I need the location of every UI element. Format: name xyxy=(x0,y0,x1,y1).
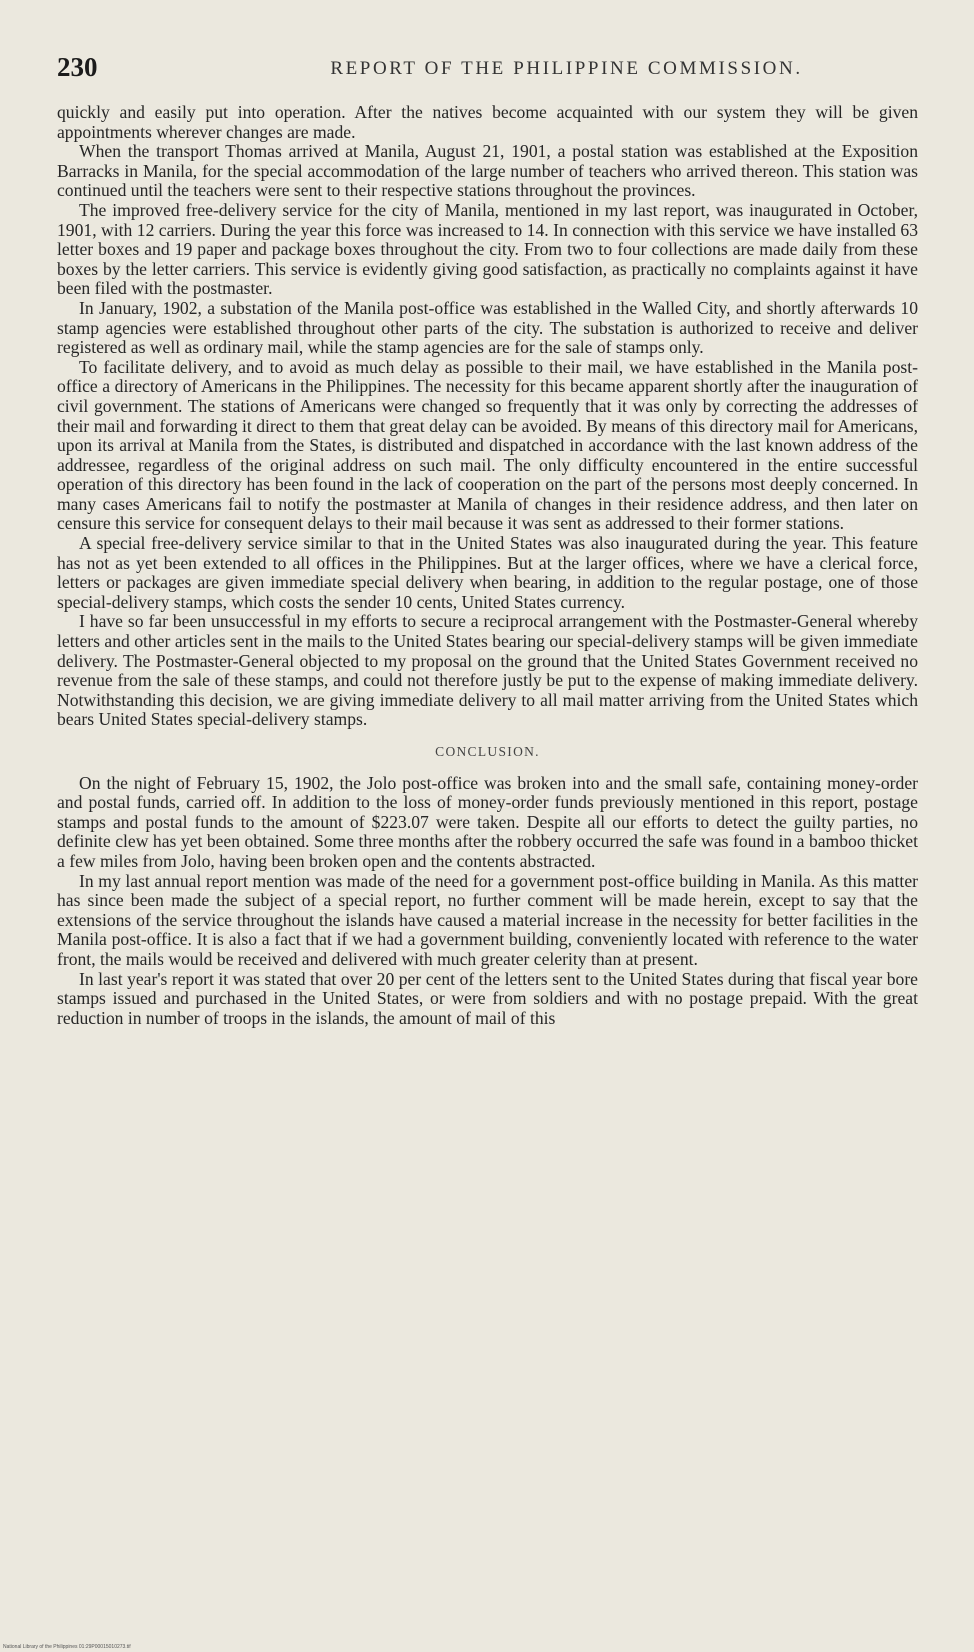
page-number: 230 xyxy=(57,52,98,82)
paragraph: In last year's report it was stated that over 20 per cent of the letters sent to the United States during that fiscal year bore stamps issued and purchased in the United States, or were from soldiers and with no postage prepaid. With the great reduction in number of troops in the islands, the amount of mail of this xyxy=(57,968,918,1028)
paragraph: quickly and easily put into operation. After the natives become acquainted with our system they will be given appointments wherever changes are made. xyxy=(57,102,918,142)
paragraph: I have so far been unsuccessful in my efforts to secure a reciprocal arrangement with the Postmaster-General whereby letters and other articles sent in the mails to the United States bearing our special-delivery stamps will be given immediate delivery. The Postmaster-General objected to my proposal on the ground that the United States Government received no revenue from the sale of these stamps, and could not therefore justly be put to the expense of making immediate delivery. Notwithstanding this decision, we are giving immediate delivery to all mail matter arriving from the United States which bears United States special-delivery stamps. xyxy=(57,611,918,730)
section-heading-conclusion: CONCLUSION. xyxy=(435,744,540,759)
paragraph: On the night of February 15, 1902, the Jolo post-office was broken into and the small safe, containing money-order and postal funds, carried off. In addition to the loss of money-order funds previously mentioned in this report, postage stamps and postal funds to the amount of $223.07 were taken. Despite all our efforts to detect the guilty parties, no definite clew has yet been obtained. Some three months after the robbery occurred the safe was found in a bamboo thicket a few miles from Jolo, having been broken open and the contents abstracted. xyxy=(57,772,918,871)
paragraph: In January, 1902, a substation of the Manila post-office was established in the Walled City, and shortly afterwards 10 stamp agencies were established throughout other parts of the city. The substation is authorized to receive and deliver registered as well as ordinary mail, while the stamp agencies are for the sale of stamps only. xyxy=(57,297,918,358)
scan-footer-note: National Library of the Philippines 01:29P00015010273.tif xyxy=(3,1644,131,1650)
paragraph: To facilitate delivery, and to avoid as much delay as possible to their mail, we have established in the Manila post-office a directory of Americans in the Philippines. The necessity for this became apparent shortly after the inauguration of civil government. The stations of Americans were changed so frequently that it was only by correcting the addresses of their mail and forwarding it direct to them that great delay can be avoided. By means of this directory mail for Americans, upon its arrival at Manila from the States, is distributed and dispatched in accordance with the last known address of the addressee, regardless of the original address on such mail. The only difficulty encountered in the entire successful operation of this directory has been found in the lack of cooperation on the part of the persons most deeply concerned. In many cases Americans fail to notify the postmaster at Manila of changes in their residence address, and then later on censure this service for consequent delays to their mail because it was sent as addressed to their former stations. xyxy=(57,356,918,534)
running-head: REPORT OF THE PHILIPPINE COMMISSION. xyxy=(330,58,803,79)
paragraph: In my last annual report mention was made of the need for a government post-office building in Manila. As this matter has since been made the subject of a special report, no further comment will be made herein, except to say that the extensions of the service throughout the islands have caused a material increase in the necessity for better facilities in the Manila post-office. It is also a fact that if we had a government building, conveniently located with reference to the water front, the mails would be received and delivered with much greater celerity than at present. xyxy=(57,870,918,969)
paragraph: When the transport Thomas arrived at Manila, August 21, 1901, a postal station was established at the Exposition Barracks in Manila, for the special accommodation of the large number of teachers who arrived thereon. This station was continued until the teachers were sent to their respective stations throughout the provinces. xyxy=(57,141,918,201)
paragraph: The improved free-delivery service for the city of Manila, mentioned in my last report, was inaugurated in October, 1901, with 12 carriers. During the year this force was increased to 14. In connection with this service we have installed 63 letter boxes and 19 paper and package boxes throughout the city. From two to four collections are made daily from these boxes by the letter carriers. This service is evidently giving good satisfaction, as practically no complaints against it have been filed with the postmaster. xyxy=(57,199,918,299)
page-header xyxy=(57,52,916,88)
body-text xyxy=(57,103,918,1028)
paragraph: A special free-delivery service similar to that in the United States was also inaugurated during the year. This feature has not as yet been extended to all offices in the Philippines. But at the larger offices, where we have a clerical force, letters or packages are given immediate special delivery when bearing, in addition to the regular postage, one of those special-delivery stamps, which costs the sender 10 cents, United States currency. xyxy=(57,533,918,612)
